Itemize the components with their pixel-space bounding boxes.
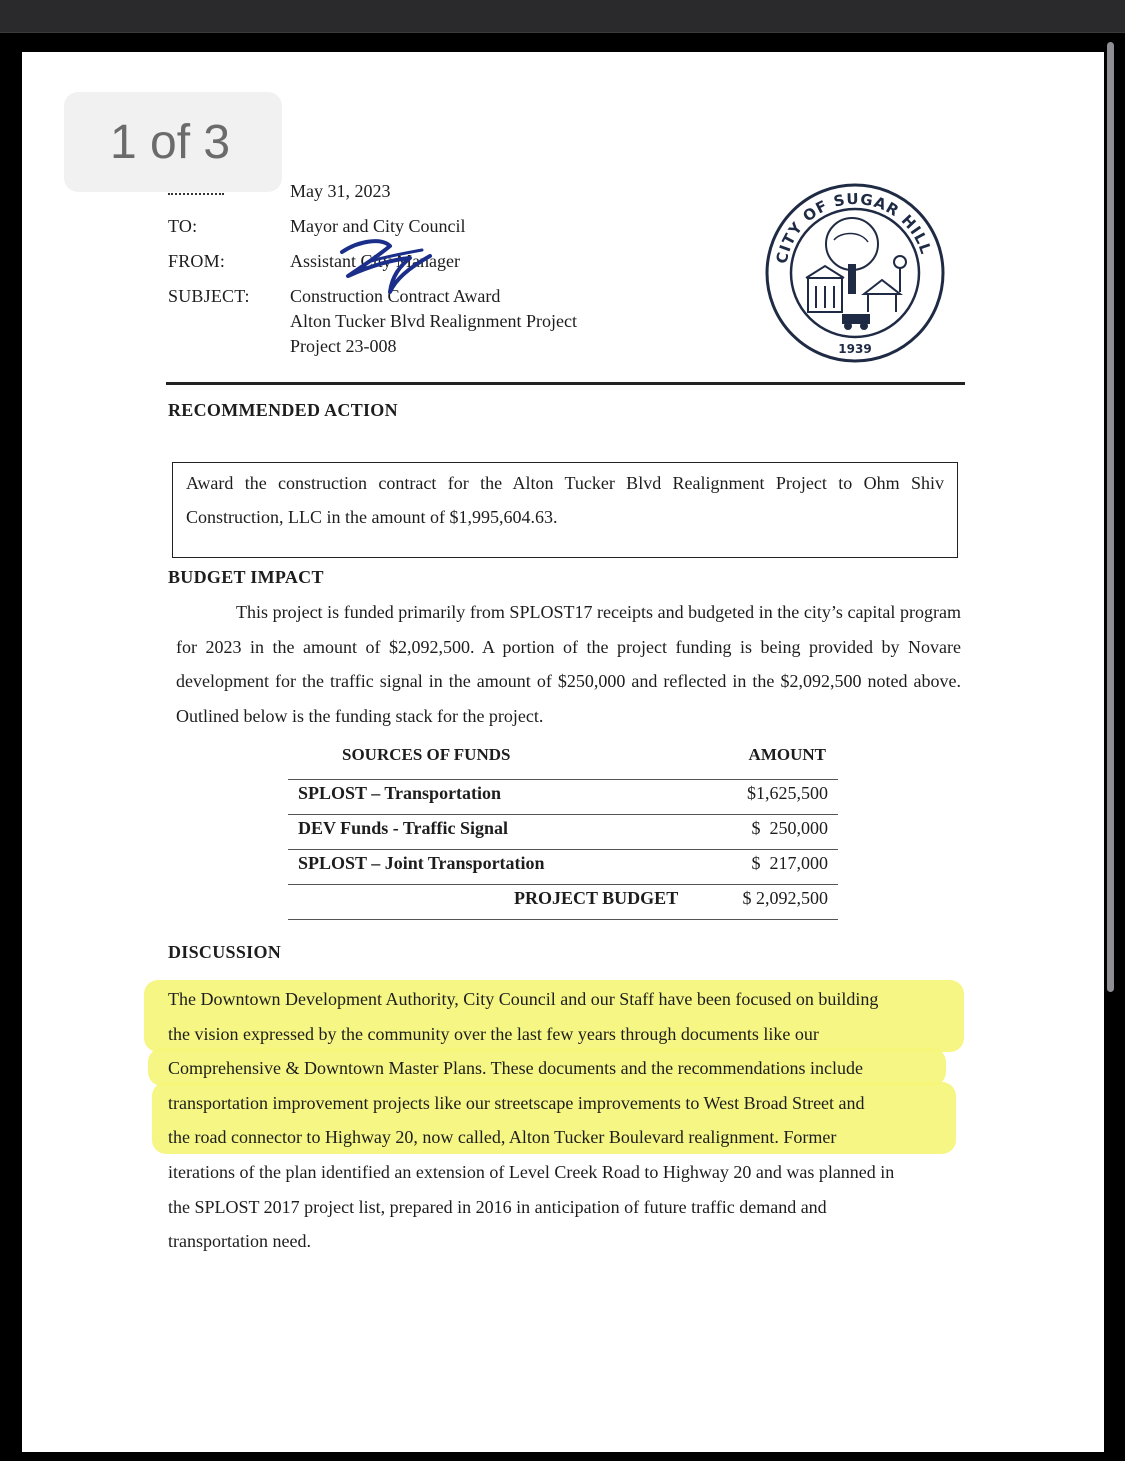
discussion-line: Comprehensive & Downtown Master Plans. These documents and the recommendations include <box>168 1058 864 1079</box>
discussion-line: The Downtown Development Authority, City Council and our Staff have been focused on building <box>168 989 879 1009</box>
subject-line: Project 23-008 <box>290 336 397 356</box>
memo-date: May 31, 2023 <box>290 181 391 201</box>
page-counter-badge <box>64 92 282 192</box>
from-label: FROM: <box>168 251 226 271</box>
svg-text:CITY OF SUGAR HILL: CITY OF SUGAR HILL <box>772 189 936 266</box>
handwritten-signature <box>330 232 440 302</box>
discussion-line: transportation need. <box>168 1231 311 1252</box>
budget-impact-text: This project is funded primarily from SPLOST17 receipts and budgeted in the city’s capital program for 2023 in the amount of $2,092,500. A portion of the project funding is being provided by Novare development for the traffic signal in the amount of $250,000 and reflected in the $2,092,500 noted above. Outlined below is the funding stack for the project. <box>176 602 961 726</box>
page-counter-text: 1 of 3 <box>110 116 231 169</box>
to-label: TO: <box>168 216 198 236</box>
fund-source: SPLOST – Joint Transportation <box>298 853 545 873</box>
fund-source: DEV Funds - Traffic Signal <box>298 818 509 838</box>
table-total-row <box>288 884 838 920</box>
discussion-line: transportation improvement projects like our streetscape improvements to West Broad Street and <box>168 1092 865 1113</box>
table-row <box>288 779 838 815</box>
fund-amount: $1,625,500 <box>747 783 828 803</box>
recommended-action-heading: RECOMMENDED ACTION <box>168 400 398 420</box>
subject-line: Construction Contract Award <box>290 286 501 306</box>
fund-source: SPLOST – Transportation <box>298 783 502 803</box>
table-row <box>288 849 838 885</box>
fund-amount: $ 250,000 <box>751 818 828 838</box>
col-header-source: SOURCES OF FUNDS <box>342 745 511 764</box>
discussion-line: iterations of the plan identified an extension of Level Creek Road to Highway 20 and was planned in <box>168 1161 895 1182</box>
table-bottom-rule <box>288 919 838 920</box>
discussion-line: the road connector to Highway 20, now called, Alton Tucker Boulevard realignment. Former <box>168 1127 837 1148</box>
discussion-heading: DISCUSSION <box>168 942 282 962</box>
subject-line: Alton Tucker Blvd Realignment Project <box>290 311 577 331</box>
viewer-top-bar <box>0 0 1125 33</box>
discussion-line: the SPLOST 2017 project list, prepared in 2016 in anticipation of future traffic demand and <box>168 1196 827 1217</box>
table-row <box>288 814 838 850</box>
seal-year-text: 1939 <box>838 342 872 356</box>
recommended-action-text: Award the construction contract for the Alton Tucker Blvd Realignment Project to Ohm Shiv Construction, LLC in the amount of $1,995,604.63. <box>186 473 944 527</box>
total-label: PROJECT BUDGET <box>514 888 679 908</box>
vertical-scrollbar[interactable] <box>1107 42 1114 992</box>
fund-amount: $ 217,000 <box>751 853 828 873</box>
memo-to: Mayor and City Council <box>290 216 466 236</box>
discussion-line: the vision expressed by the community over the last few years through documents like our <box>168 1023 819 1044</box>
header-rule <box>166 382 965 385</box>
memo-from: Assistant City Manager <box>290 251 460 271</box>
document-page[interactable] <box>22 52 1104 1452</box>
budget-impact-paragraph <box>176 595 961 733</box>
discussion-paragraph <box>168 982 968 1259</box>
col-header-amount: AMOUNT <box>748 745 826 764</box>
date-label-cropped <box>168 192 224 202</box>
budget-impact-heading: BUDGET IMPACT <box>168 567 324 587</box>
city-seal-logo <box>764 182 946 364</box>
subject-label: SUBJECT: <box>168 286 250 306</box>
total-amount: $ 2,092,500 <box>742 888 828 908</box>
